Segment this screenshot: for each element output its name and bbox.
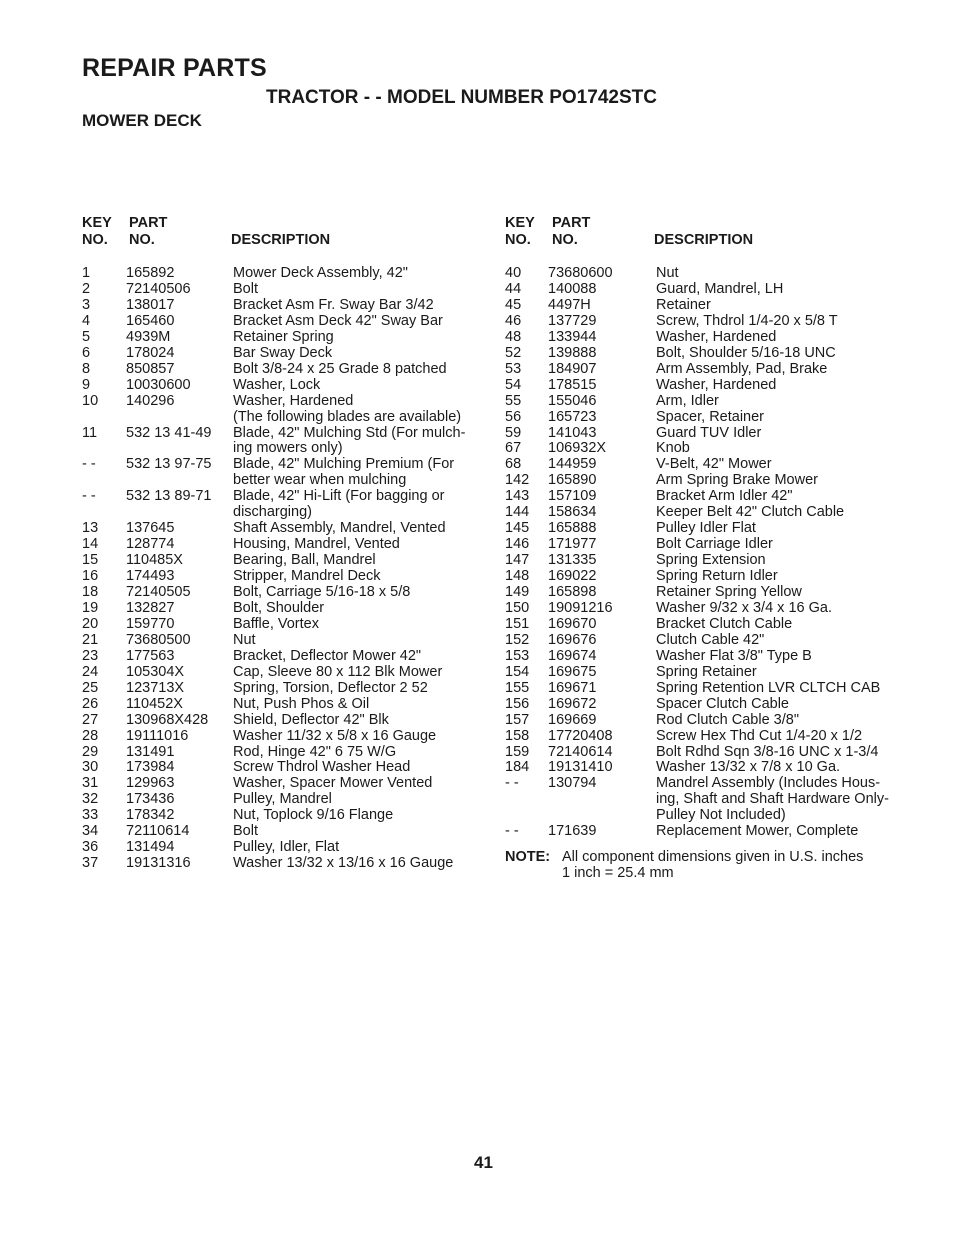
section-heading: MOWER DECK bbox=[82, 111, 202, 130]
key-no: 59 bbox=[505, 424, 522, 441]
part-no: 155046 bbox=[548, 392, 597, 409]
part-no: 144959 bbox=[548, 456, 597, 473]
key-no: 13 bbox=[82, 520, 99, 537]
part-no: 169669 bbox=[548, 711, 597, 728]
part-no: 173984 bbox=[126, 759, 175, 776]
key-no: 34 bbox=[82, 823, 99, 840]
page-title: REPAIR PARTS bbox=[82, 54, 267, 82]
part-no: 173436 bbox=[126, 791, 175, 808]
description: Knob bbox=[656, 440, 690, 457]
part-no: 140296 bbox=[126, 392, 175, 409]
description: better wear when mulching bbox=[233, 472, 407, 489]
description: Washer 9/32 x 3/4 x 16 Ga. bbox=[656, 599, 832, 616]
part-no: 169671 bbox=[548, 679, 597, 696]
key-no: 144 bbox=[505, 504, 530, 521]
description: Baffle, Vortex bbox=[233, 615, 319, 632]
description: Bolt bbox=[233, 280, 258, 297]
left-key-header-line1: KEY bbox=[82, 215, 112, 231]
part-no: 130794 bbox=[548, 775, 597, 792]
description: Bar Sway Deck bbox=[233, 344, 333, 361]
part-no: 138017 bbox=[126, 296, 175, 313]
description: Shaft Assembly, Mandrel, Vented bbox=[233, 520, 446, 537]
key-no: 55 bbox=[505, 392, 522, 409]
part-no: 19091216 bbox=[548, 599, 613, 616]
key-no: 16 bbox=[82, 568, 99, 585]
description: Rod Clutch Cable 3/8" bbox=[656, 711, 799, 728]
description: Spacer Clutch Cable bbox=[656, 695, 789, 712]
key-no: 28 bbox=[82, 727, 99, 744]
description: Nut bbox=[656, 265, 679, 281]
part-no: 184907 bbox=[548, 360, 597, 377]
key-no: 147 bbox=[505, 552, 530, 569]
description: Washer, Hardened bbox=[656, 328, 777, 345]
part-no: 850857 bbox=[126, 360, 175, 377]
description: Bolt, Shoulder 5/16-18 UNC bbox=[656, 344, 836, 361]
key-no: 68 bbox=[505, 456, 522, 473]
key-no: 37 bbox=[82, 855, 99, 872]
description: Retainer Spring Yellow bbox=[656, 584, 802, 600]
key-no: 146 bbox=[505, 536, 530, 553]
description: Spring Return Idler bbox=[656, 568, 778, 585]
key-no: - - bbox=[82, 456, 96, 473]
description: Rod, Hinge 42" 6 75 W/G bbox=[233, 743, 397, 760]
key-no: 150 bbox=[505, 599, 530, 616]
description: Keeper Belt 42" Clutch Cable bbox=[656, 504, 845, 521]
description: Washer 13/32 x 7/8 x 10 Ga. bbox=[656, 759, 841, 776]
right-key-header-line2: NO. bbox=[505, 232, 531, 248]
key-no: 45 bbox=[505, 296, 522, 313]
part-no: 165898 bbox=[548, 584, 597, 600]
key-no: 9 bbox=[82, 376, 91, 393]
description: Bolt Carriage Idler bbox=[656, 536, 773, 553]
key-no: 4 bbox=[82, 312, 91, 329]
key-no: 143 bbox=[505, 488, 530, 505]
part-no: 159770 bbox=[126, 615, 175, 632]
part-no: 131335 bbox=[548, 552, 597, 569]
note-text: All component dimensions given in U.S. inches bbox=[562, 849, 864, 865]
description: Nut, Push Phos & Oil bbox=[233, 695, 370, 712]
description: Shield, Deflector 42" Blk bbox=[233, 711, 389, 728]
description: Spring Retainer bbox=[656, 663, 757, 680]
description: Pulley Idler Flat bbox=[656, 520, 756, 537]
description: Bracket Asm Deck 42" Sway Bar bbox=[233, 312, 443, 329]
part-no: 165888 bbox=[548, 520, 597, 537]
part-no: 177563 bbox=[126, 647, 175, 664]
part-no: 133944 bbox=[548, 328, 597, 345]
part-no: 158634 bbox=[548, 504, 597, 521]
key-no: 52 bbox=[505, 344, 522, 361]
part-no: 157109 bbox=[548, 488, 597, 505]
description: Bolt, Carriage 5/16-18 x 5/8 bbox=[233, 584, 411, 600]
key-no: 67 bbox=[505, 440, 522, 457]
part-no: 129963 bbox=[126, 775, 175, 792]
description: Retainer bbox=[656, 296, 711, 313]
description: Bearing, Ball, Mandrel bbox=[233, 552, 376, 569]
description: Blade, 42" Mulching Premium (For bbox=[233, 456, 455, 473]
key-no: 184 bbox=[505, 759, 530, 776]
key-no: 3 bbox=[82, 296, 91, 313]
description: Bolt Rdhd Sqn 3/8-16 UNC x 1-3/4 bbox=[656, 743, 879, 760]
description: Washer 13/32 x 13/16 x 16 Gauge bbox=[233, 855, 454, 872]
description: Bolt bbox=[233, 823, 258, 840]
key-no: 33 bbox=[82, 807, 99, 824]
key-no: - - bbox=[505, 823, 519, 840]
key-no: 31 bbox=[82, 775, 99, 792]
part-no: 73680600 bbox=[548, 265, 613, 281]
part-no: 165460 bbox=[126, 312, 175, 329]
part-no: 123713X bbox=[126, 679, 185, 696]
part-no: 178515 bbox=[548, 376, 597, 393]
part-no: 105304X bbox=[126, 663, 185, 680]
description: (The following blades are available) bbox=[233, 408, 462, 425]
part-no: 165892 bbox=[126, 265, 175, 281]
right-key-header-line1: KEY bbox=[505, 215, 535, 231]
part-no: 72140505 bbox=[126, 584, 191, 600]
part-no: 171639 bbox=[548, 823, 597, 840]
key-no: 46 bbox=[505, 312, 522, 329]
part-no: 10030600 bbox=[126, 376, 191, 393]
note-conversion: 1 inch = 25.4 mm bbox=[562, 865, 674, 881]
key-no: 152 bbox=[505, 631, 530, 648]
key-no: 19 bbox=[82, 599, 99, 616]
part-no: 169674 bbox=[548, 647, 597, 664]
description: Pulley, Idler, Flat bbox=[233, 839, 340, 856]
key-no: 40 bbox=[505, 265, 522, 281]
description: ing mowers only) bbox=[233, 440, 343, 457]
part-no: 72140506 bbox=[126, 280, 191, 297]
right-part-header-line2: NO. bbox=[552, 232, 578, 248]
key-no: 21 bbox=[82, 631, 99, 648]
key-no: 27 bbox=[82, 711, 99, 728]
description: Mandrel Assembly (Includes Hous- bbox=[656, 775, 881, 792]
description: Bracket Clutch Cable bbox=[656, 615, 793, 632]
part-no: 140088 bbox=[548, 280, 597, 297]
description: Clutch Cable 42" bbox=[656, 631, 765, 648]
description: discharging) bbox=[233, 504, 312, 521]
key-no: - - bbox=[505, 775, 519, 792]
description: Spacer, Retainer bbox=[656, 408, 765, 425]
part-no: 532 13 89-71 bbox=[126, 488, 212, 505]
description: Screw Hex Thd Cut 1/4-20 x 1/2 bbox=[656, 727, 863, 744]
part-no: 72140614 bbox=[548, 743, 613, 760]
part-no: 110485X bbox=[126, 552, 183, 569]
description: Retainer Spring bbox=[233, 328, 334, 345]
key-no: 1 bbox=[82, 265, 91, 281]
part-no: 137729 bbox=[548, 312, 597, 329]
part-no: 165890 bbox=[548, 472, 597, 489]
description: Nut, Toplock 9/16 Flange bbox=[233, 807, 394, 824]
description: V-Belt, 42" Mower bbox=[656, 456, 772, 473]
part-no: 110452X bbox=[126, 695, 183, 712]
part-no: 106932X bbox=[548, 440, 607, 457]
key-no: 30 bbox=[82, 759, 99, 776]
description: Guard, Mandrel, LH bbox=[656, 280, 784, 297]
key-no: 6 bbox=[82, 344, 91, 361]
part-no: 174493 bbox=[126, 568, 175, 585]
right-part-header-line1: PART bbox=[552, 215, 591, 231]
key-no: 36 bbox=[82, 839, 99, 856]
part-no: 4939M bbox=[126, 328, 171, 345]
right-description-header: DESCRIPTION bbox=[654, 232, 754, 248]
part-no: 169675 bbox=[548, 663, 597, 680]
part-no: 132827 bbox=[126, 599, 175, 616]
key-no: 20 bbox=[82, 615, 99, 632]
key-no: 15 bbox=[82, 552, 99, 569]
key-no: 54 bbox=[505, 376, 522, 393]
part-no: 17720408 bbox=[548, 727, 613, 744]
part-no: 178024 bbox=[126, 344, 175, 361]
key-no: 53 bbox=[505, 360, 522, 377]
key-no: 44 bbox=[505, 280, 522, 297]
part-no: 131491 bbox=[126, 743, 175, 760]
key-no: 5 bbox=[82, 328, 91, 345]
description: ing, Shaft and Shaft Hardware Only- bbox=[656, 791, 889, 808]
key-no: 14 bbox=[82, 536, 99, 553]
part-no: 532 13 97-75 bbox=[126, 456, 212, 473]
key-no: 10 bbox=[82, 392, 99, 409]
key-no: 11 bbox=[82, 424, 98, 441]
description: Housing, Mandrel, Vented bbox=[233, 536, 400, 553]
description: Blade, 42" Hi-Lift (For bagging or bbox=[233, 488, 445, 505]
description: Washer, Hardened bbox=[233, 392, 354, 409]
key-no: 151 bbox=[505, 615, 530, 632]
description: Cap, Sleeve 80 x 112 Blk Mower bbox=[233, 663, 443, 680]
key-no: 26 bbox=[82, 695, 99, 712]
part-no: 19131316 bbox=[126, 855, 191, 872]
part-no: 165723 bbox=[548, 408, 597, 425]
key-no: 18 bbox=[82, 584, 99, 600]
key-no: 157 bbox=[505, 711, 530, 728]
part-no: 169672 bbox=[548, 695, 597, 712]
key-no: 8 bbox=[82, 360, 91, 377]
description: Stripper, Mandrel Deck bbox=[233, 568, 381, 585]
part-no: 169676 bbox=[548, 631, 597, 648]
part-no: 73680500 bbox=[126, 631, 191, 648]
key-no: 149 bbox=[505, 584, 530, 600]
description: Mower Deck Assembly, 42" bbox=[233, 265, 408, 281]
description: Bracket, Deflector Mower 42" bbox=[233, 647, 422, 664]
part-no: 131494 bbox=[126, 839, 175, 856]
key-no: 148 bbox=[505, 568, 530, 585]
key-no: 145 bbox=[505, 520, 530, 537]
part-no: 19111016 bbox=[126, 727, 189, 744]
key-no: 32 bbox=[82, 791, 99, 808]
key-no: 142 bbox=[505, 472, 530, 489]
description: Bolt 3/8-24 x 25 Grade 8 patched bbox=[233, 360, 447, 377]
part-no: 19131410 bbox=[548, 759, 613, 776]
description: Washer, Lock bbox=[233, 376, 321, 393]
key-no: 24 bbox=[82, 663, 99, 680]
key-no: 153 bbox=[505, 647, 530, 664]
description: Pulley Not Included) bbox=[656, 807, 786, 824]
description: Arm, Idler bbox=[656, 392, 719, 409]
part-no: 169022 bbox=[548, 568, 597, 585]
model-subtitle: TRACTOR - - MODEL NUMBER PO1742STC bbox=[266, 87, 657, 108]
key-no: 154 bbox=[505, 663, 530, 680]
part-no: 171977 bbox=[548, 536, 597, 553]
description: Guard TUV Idler bbox=[656, 424, 762, 441]
key-no: - - bbox=[82, 488, 96, 505]
description: Washer, Spacer Mower Vented bbox=[233, 775, 433, 792]
part-no: 169670 bbox=[548, 615, 597, 632]
key-no: 2 bbox=[82, 280, 91, 297]
part-no: 532 13 41-49 bbox=[126, 424, 212, 441]
left-part-header-line1: PART bbox=[129, 215, 168, 231]
description: Bracket Arm Idler 42" bbox=[656, 488, 793, 505]
description: Washer, Hardened bbox=[656, 376, 777, 393]
description: Spring Retention LVR CLTCH CAB bbox=[656, 679, 881, 696]
description: Spring Extension bbox=[656, 552, 766, 569]
part-no: 178342 bbox=[126, 807, 175, 824]
description: Arm Spring Brake Mower bbox=[656, 472, 818, 489]
left-part-header-line2: NO. bbox=[129, 232, 155, 248]
description: Replacement Mower, Complete bbox=[656, 823, 859, 840]
part-no: 137645 bbox=[126, 520, 175, 537]
description: Spring, Torsion, Deflector 2 52 bbox=[233, 679, 428, 696]
key-no: 158 bbox=[505, 727, 530, 744]
part-no: 4497H bbox=[548, 296, 591, 313]
part-no: 72110614 bbox=[126, 823, 190, 840]
description: Blade, 42" Mulching Std (For mulch- bbox=[233, 424, 466, 441]
key-no: 159 bbox=[505, 743, 530, 760]
description: Bracket Asm Fr. Sway Bar 3/42 bbox=[233, 296, 434, 313]
key-no: 48 bbox=[505, 328, 522, 345]
description: Washer 11/32 x 5/8 x 16 Gauge bbox=[233, 727, 437, 744]
key-no: 56 bbox=[505, 408, 522, 425]
key-no: 156 bbox=[505, 695, 530, 712]
description: Screw Thdrol Washer Head bbox=[233, 759, 411, 776]
part-no: 128774 bbox=[126, 536, 175, 553]
left-key-header-line2: NO. bbox=[82, 232, 108, 248]
description: Arm Assembly, Pad, Brake bbox=[656, 360, 828, 377]
key-no: 23 bbox=[82, 647, 99, 664]
key-no: 155 bbox=[505, 679, 530, 696]
key-no: 25 bbox=[82, 679, 99, 696]
left-description-header: DESCRIPTION bbox=[231, 232, 331, 248]
description: Screw, Thdrol 1/4-20 x 5/8 T bbox=[656, 312, 838, 329]
description: Washer Flat 3/8" Type B bbox=[656, 647, 812, 664]
part-no: 130968X428 bbox=[126, 711, 209, 728]
key-no: 29 bbox=[82, 743, 99, 760]
description: Pulley, Mandrel bbox=[233, 791, 332, 808]
page-number: 41 bbox=[474, 1153, 493, 1172]
description: Bolt, Shoulder bbox=[233, 599, 325, 616]
part-no: 139888 bbox=[548, 344, 597, 361]
note-label: NOTE: bbox=[505, 849, 551, 865]
description: Nut bbox=[233, 631, 256, 648]
part-no: 141043 bbox=[548, 424, 597, 441]
